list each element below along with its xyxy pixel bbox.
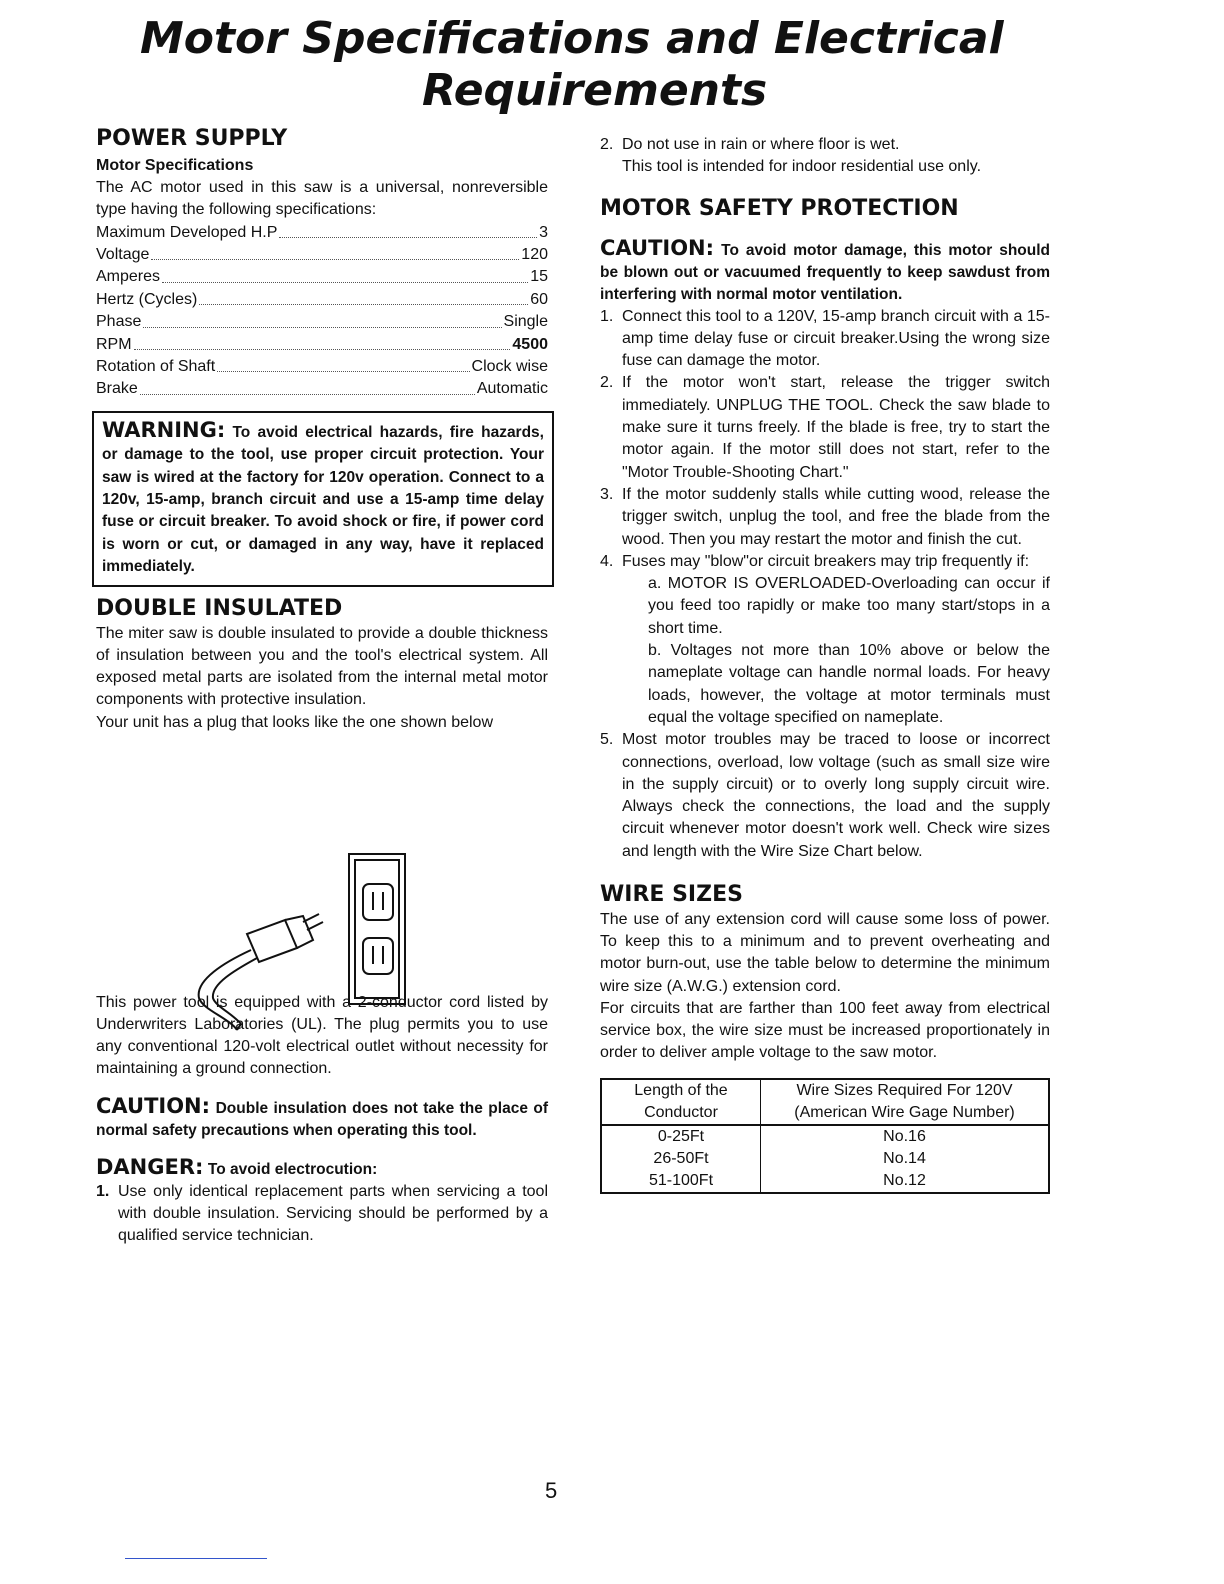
spec-value: Single (503, 313, 548, 331)
sub-list-item: b. Voltages not more than 10% above or below the nameplate voltage can handle normal loads. For heavy loads, however, the voltage at motor terminals must equal the voltage specified on nameplate. (648, 642, 1050, 726)
danger-line (96, 1156, 548, 1181)
spec-value: 120 (521, 246, 548, 264)
spec-label: Brake (96, 380, 138, 398)
double-insulated-para-3: This power tool is equipped with a 2-conductor cord listed by Underwriters Laboratories (UL). The plug permits you to use any conventional 120-volt electrical outlet without necessity for maintaining a ground connection. (96, 993, 548, 1078)
danger-list (96, 1181, 548, 1248)
spec-value: Clock wise (471, 358, 548, 376)
warning-body: To avoid electrical hazards, fire hazards, or damage to the tool, use proper circuit protection. Your saw is wired at the factory for 120v operation. Connect to a 120v, 15-amp, branch circuit and use a 15-amp time delay fuse or circuit breaker. To avoid shock or fire, if power cord is worn or cut, or damaged in any way, have it replaced immediately. (102, 423, 544, 576)
danger-text: To avoid electrocution: (207, 1160, 378, 1178)
spec-label: Amperes (96, 268, 161, 286)
table-cell: 51-100Ft (601, 1170, 761, 1193)
spec-value: Automatic (476, 380, 548, 398)
spec-row (96, 311, 548, 333)
table-row (601, 1125, 1049, 1148)
list-number: 1. (96, 1182, 110, 1200)
spec-row (96, 222, 548, 244)
motor-caution-text: To avoid motor damage, this motor should be blown out or vacuumed frequently to keep sawdust from interfering with normal motor ventilation. (600, 241, 1051, 303)
table-row (601, 1148, 1049, 1170)
list-text: Fuses may "blow"or circuit breakers may trip frequently if: (622, 552, 1030, 570)
spec-row (96, 378, 548, 400)
list-item (600, 372, 1050, 483)
warning-box (92, 411, 554, 587)
wire-sizes-para-2: For circuits that are farther than 100 feet away from electrical service box, the wire size must be increased proportionately in order to deliver ample voltage to the saw motor. (600, 999, 1050, 1062)
footer-rule (125, 1558, 267, 1559)
list-number: 4. (600, 552, 614, 570)
list-item (600, 729, 1050, 863)
motor-safety-list (600, 306, 1050, 863)
table-cell: 26-50Ft (601, 1148, 761, 1170)
list-item (600, 484, 1050, 551)
spec-row (96, 289, 548, 311)
spec-label: Maximum Developed H.P (96, 223, 278, 241)
spec-row (96, 356, 548, 378)
list-number: 2. (600, 374, 614, 392)
motor-specs-subheading: Motor Specifications (96, 157, 254, 174)
sub-list (622, 573, 1050, 729)
spec-label: Hertz (Cycles) (96, 290, 198, 308)
warning-text (102, 419, 544, 579)
table-row (601, 1170, 1049, 1193)
danger-lead: DANGER: (96, 1154, 204, 1179)
spec-label: Rotation of Shaft (96, 358, 216, 376)
motor-caution-lead: CAUTION: (600, 235, 715, 260)
list-number: 5. (600, 731, 614, 749)
list-item (600, 306, 1050, 373)
sub-list-item: a. MOTOR IS OVERLOADED-Overloading can occur if you feed too rapidly or make too many start/stops in a short time. (648, 575, 1050, 637)
title-line-1: Motor Specifications and Electrical (140, 13, 1004, 64)
table-header-length: Length of the Conductor (601, 1079, 761, 1125)
double-insulated-heading: DOUBLE INSULATED (96, 595, 343, 621)
wire-size-table (600, 1078, 1050, 1194)
spec-row (96, 244, 548, 266)
caution-double-insulation (96, 1095, 548, 1142)
list-text: If the motor suddenly stalls while cutting wood, release the trigger switch, unplug the tool, and free the blade from the wood. Then you may restart the motor and finish the cut. (622, 485, 1050, 548)
double-insulated-para-1: The miter saw is double insulated to provide a double thickness of insulation between you and the tool's electrical system. All exposed metal parts are isolated from the internal metal motor components with protective insulation. (96, 624, 548, 709)
spec-value: 15 (530, 268, 548, 286)
list-text: Do not use in rain or where floor is wet. (622, 136, 900, 153)
list-item (600, 134, 1050, 179)
danger-list-continued (600, 134, 1050, 179)
table-cell: 0-25Ft (601, 1125, 761, 1148)
spec-row (96, 266, 548, 288)
list-item (600, 551, 1050, 729)
motor-specs-intro: The AC motor used in this saw is a universal, nonreversible type having the following specifications: (96, 179, 548, 219)
list-item (96, 1181, 548, 1248)
spec-list (96, 222, 548, 401)
warning-lead: WARNING: (102, 417, 226, 442)
table-cell: No.16 (883, 1128, 926, 1146)
spec-value: 60 (530, 290, 548, 308)
list-number: 3. (600, 485, 614, 503)
spec-label: RPM (96, 335, 132, 353)
list-number: 1. (600, 307, 614, 325)
spec-label: Voltage (96, 246, 150, 264)
list-text: Connect this tool to a 120V, 15-amp branch circuit with a 15-amp time delay fuse or circuit breaker.Using the wrong size fuse can damage the motor. (622, 307, 1050, 370)
spec-row (96, 334, 548, 356)
page-number: 5 (545, 1478, 558, 1503)
table-cell: No.12 (883, 1172, 926, 1190)
list-text: Use only identical replacement parts when servicing a tool with double insulation. Servicing should be performed by a qualified service technician. (118, 1182, 548, 1245)
title-line-2: Requirements (422, 65, 768, 116)
motor-safety-heading: MOTOR SAFETY PROTECTION (600, 195, 959, 221)
left-column (96, 125, 548, 1248)
right-column (600, 134, 1050, 1194)
plug-and-outlet-icon (185, 850, 425, 1050)
double-insulated-para-2: Your unit has a plug that looks like the one shown below (96, 713, 494, 731)
wire-sizes-heading: WIRE SIZES (600, 882, 743, 908)
spec-label: Phase (96, 313, 142, 331)
list-text: If the motor won't start, release the trigger switch immediately. UNPLUG THE TOOL. Check the saw blade to make sure it turns freely. If the blade is free, try to start the motor again. If the motor still does not start, refer to the "Motor Trouble-Shooting Chart." (622, 374, 1050, 481)
motor-caution (600, 237, 1050, 306)
power-supply-heading: POWER SUPPLY (96, 126, 288, 151)
list-text: Most motor troubles may be traced to loose or incorrect connections, overload, low voltage (such as small size wire in the supply circuit) or to overly long supply circuit wire. Always check the connections, the load and the supply circuit whenever motor doesn't work well. Check wire sizes and length with the Wire Size Chart below. (622, 731, 1050, 860)
list-number: 2. (600, 136, 614, 153)
list-text-2: This tool is intended for indoor residential use only. (622, 158, 982, 176)
spec-value: 3 (539, 223, 548, 241)
table-cell: No.14 (883, 1150, 926, 1168)
spec-value: 4500 (512, 335, 548, 353)
wire-sizes-para-1: The use of any extension cord will cause some loss of power. To keep this to a minimum and to prevent overheating and motor burn-out, use the table below to determine the minimum wire size (A.W.G.) extension cord. (600, 911, 1050, 995)
caution-lead: CAUTION: (96, 1093, 211, 1118)
caution-text: Double insulation does not take the place of normal safety precautions when operating this tool. (96, 1099, 548, 1139)
table-header-size: Wire Sizes Required For 120V (American Wire Gage Number) (761, 1079, 1050, 1125)
